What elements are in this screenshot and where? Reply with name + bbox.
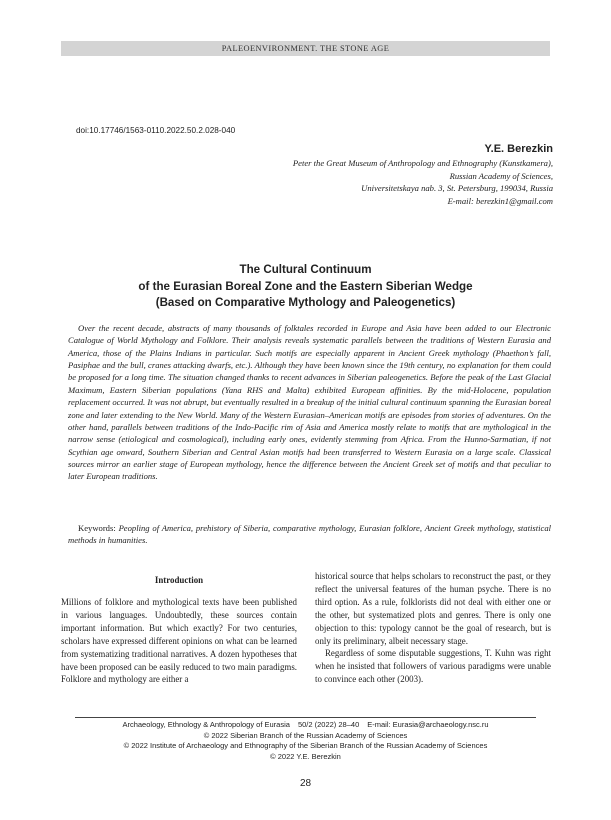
journal-email[interactable]: E-mail: Eurasia@archaeology.nsc.ru: [367, 720, 489, 729]
body-column-left: [61, 596, 297, 686]
copyright-line: © 2022 Siberian Branch of the Russian Academy of Sciences: [203, 730, 408, 740]
body-paragraph: Regardless of some disputable suggestions, T. Kuhn was right when he insisted that followers of various paradigms were unable to convince each other (2003).: [315, 648, 551, 685]
journal-name: Archaeology, Ethnology & Anthropology of Eurasia: [122, 720, 290, 729]
body-paragraph: Millions of folklore and mythological texts have been published in various languages. Undoubtedly, these sources contain important information. But which exactly? For two centuries, scholars have expressed different opinions on what can be learned from systematizing traditional narratives. A dozen hypotheses that have been proposed can be easily reduced to two main paradigms. Folklore and mythology are either a: [61, 597, 297, 685]
affiliation-address: Universitetskaya nab. 3, St. Petersburg, 199034, Russia: [361, 183, 553, 194]
footer-divider: [75, 717, 536, 718]
abstract: Over the recent decade, abstracts of many thousands of folktales recorded in Europe and Asia have been added to our Electronic Catalogue of World Mythology and Folklore. Their analysis reveals systematic parallels between the traditions of Western Eurasia and America, those of the Plains Indians in particular. Such motifs are especially apparent in Ancient Greek mythology (Phaethon’s fall, Pasiphae and the bull, cranes attacking dwarfs, etc.). Although they have been known since the 19th century, no explanation for them could be proposed for a long time. The situation changed thanks to recent advances in Siberian paleogenetics. Before the peak of the Last Glacial Maximum, Eastern Siberian populations (Yana RHS and Malta) exhibited European affinities. By the mid-Holocene, population replacement occurred. It was not abrupt, but eventually resulted in a breakup of the initial cultural continuum spanning the Eurasian boreal zone and later extending to the New World. Many of the Western Eurasian–American motifs are episodes from stories of adventures. On the other hand, parallels between traditions of the Indo-Pacific rim of Asia and America mostly relate to motifs that are mythological in the narrow sense (etiological and cosmological), including early ones, evidently stemming from Africa. From the Hunno-Sarmatian, if not Scythian age onward, Southern Siberian and Central Asian motifs had been transferred to Western Eurasia on a large scale. Classical sources mirror an earlier stage of European mythology, hence the difference between the Ancient Greek set of motifs and that peculiar to later European traditions.: [68, 323, 551, 482]
author-block: [223, 143, 553, 207]
body-column-right: [315, 570, 551, 686]
affiliation-line: Peter the Great Museum of Anthropology and Ethnography (Kunstkamera),: [292, 158, 553, 168]
paper-title: [60, 262, 551, 312]
section-heading-introduction: Introduction: [154, 575, 204, 585]
title-line: of the Eurasian Boreal Zone and the Eastern Siberian Wedge: [138, 279, 473, 293]
section-header-text: PALEOENVIRONMENT. THE STONE AGE: [221, 44, 390, 53]
footer: [60, 720, 551, 762]
footer-journal-line: [60, 720, 551, 731]
title-line: (Based on Comparative Mythology and Paleogenetics): [155, 296, 456, 310]
doi-text[interactable]: doi:10.17746/1563-0110.2022.50.2.028-040: [76, 126, 236, 135]
author-email[interactable]: E-mail: berezkin1@gmail.com: [447, 195, 553, 206]
copyright-line: © 2022 Institute of Archaeology and Ethnography of the Siberian Branch of the Russian Academy of Sciences: [123, 741, 488, 751]
journal-issue: 50/2 (2022) 28–40: [297, 720, 360, 729]
keywords-label: Keywords:: [78, 523, 116, 533]
body-paragraph: historical source that helps scholars to reconstruct the past, or they reflect the universal features of the human psyche. There is no third option. As a rule, folklorists did not deal with either one or the other, but systematized plots and genres. There is only one objection to this: typology cannot be the goal of research, but is only its preliminary, albeit necessary stage.: [315, 571, 551, 646]
keywords-text: Peopling of America, prehistory of Siberia, comparative mythology, Eurasian folklore, Ancient Greek mythology, statistical methods in humanities.: [68, 523, 551, 546]
keywords: [68, 522, 551, 547]
page-number: 28: [299, 778, 312, 789]
affiliation-line: Russian Academy of Sciences,: [449, 170, 553, 181]
author-name: Y.E. Berezkin: [484, 143, 553, 155]
title-line: The Cultural Continuum: [239, 263, 372, 276]
section-header-band: [61, 41, 550, 56]
copyright-line: © 2022 Y.E. Berezkin: [270, 751, 341, 761]
